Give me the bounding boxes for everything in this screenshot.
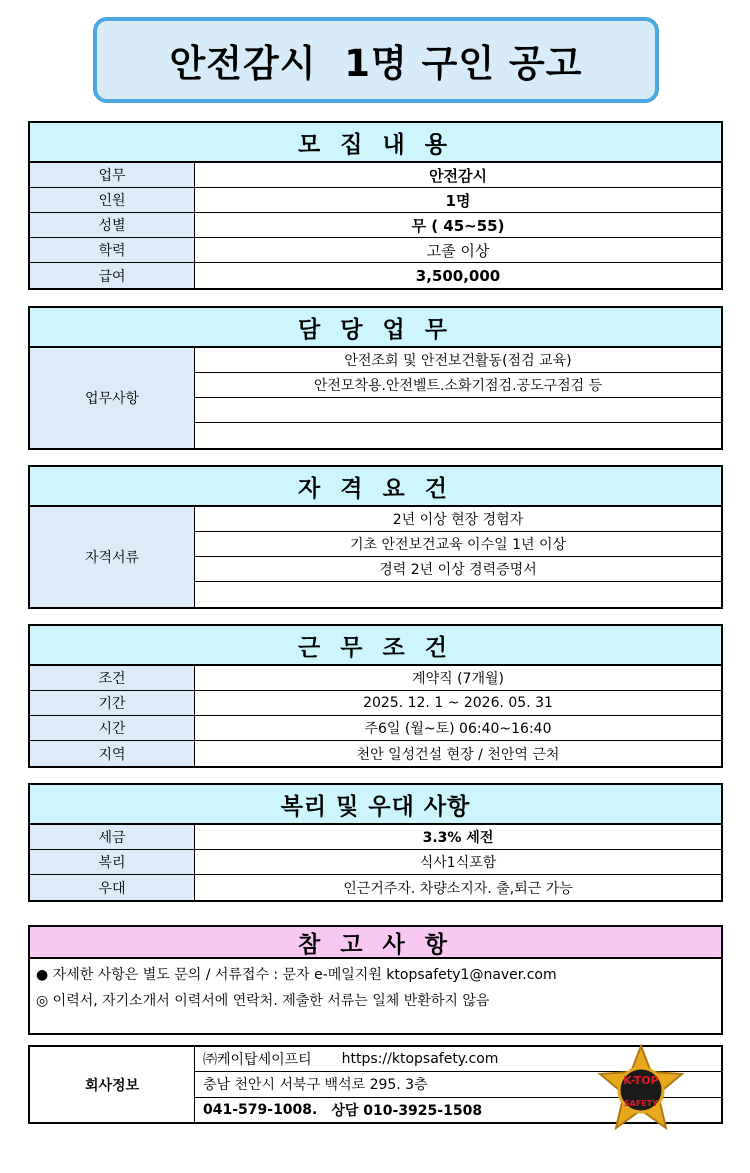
row-label: 복리 (30, 850, 195, 874)
table-row (30, 691, 721, 716)
duty-line: 안전조회 및 안전보건활동(점검 교육) (195, 348, 721, 373)
qualification-line: 경력 2년 이상 경력증명서 (195, 557, 721, 582)
qualification-heading: 자 격 요 건 (30, 467, 721, 507)
table-row (30, 188, 721, 213)
row-value: 2025. 12. 1 ~ 2026. 05. 31 (363, 695, 553, 711)
logo-text-bottom: SAFETY (623, 1099, 659, 1108)
table-row (30, 875, 721, 900)
duty-line (195, 398, 721, 423)
company-label: 회사정보 (30, 1047, 195, 1122)
company-name: ㈜케이탑세이프티 (203, 1052, 312, 1069)
benefits-heading: 복리 및 우대 사항 (30, 785, 721, 825)
row-value: 식사1식포함 (419, 855, 497, 871)
row-label: 세금 (30, 825, 195, 849)
qualification-label: 자격서류 (30, 507, 195, 607)
company-logo-icon (596, 1044, 686, 1134)
notes-heading: 참 고 사 항 (30, 927, 721, 959)
company-address: 충남 천안시 서북구 백석로 295. 3층 (195, 1072, 721, 1097)
row-value: 3.3% 세전 (422, 830, 494, 846)
duties-label: 업무사항 (30, 348, 195, 448)
row-label: 지역 (30, 741, 195, 766)
row-value: 계약직 (7개월) (412, 671, 504, 687)
table-row (30, 716, 721, 741)
benefits-section (28, 783, 723, 902)
row-value: 천안 일성건설 현장 / 천안역 근처 (356, 746, 560, 763)
note-line: ◎ 이력서, 자기소개서 이력서에 연락처. 제출한 서류는 일체 반환하지 않음 (36, 993, 490, 1009)
table-row (30, 666, 721, 691)
conditions-section (28, 624, 723, 768)
conditions-heading: 근 무 조 건 (30, 626, 721, 666)
note-line: ● 자세한 사항은 별도 문의 / 서류접수 : 문자 e-메일지원 ktopsafety1@naver.com (36, 967, 557, 983)
row-label: 업무 (30, 163, 195, 187)
duties-heading: 담 당 업 무 (30, 308, 721, 348)
row-label: 성별 (30, 213, 195, 237)
row-value: 무 ( 45~55) (411, 216, 505, 235)
qualification-table (30, 507, 721, 607)
row-value: 인근거주자. 차량소지자. 출,퇴근 가능 (343, 880, 573, 897)
table-row (30, 850, 721, 875)
company-phone: 041-579-1008. (203, 1101, 318, 1118)
title-banner (93, 17, 659, 103)
qualification-line (195, 582, 721, 607)
table-row (30, 825, 721, 850)
table-row (30, 163, 721, 188)
duties-table (30, 348, 721, 448)
recruit-section (28, 121, 723, 290)
row-label: 우대 (30, 875, 195, 900)
row-label: 기간 (30, 691, 195, 715)
logo-text-top: K-TOP (623, 1074, 659, 1087)
page-title: 안전감시 1명 구인 공고 (169, 42, 583, 85)
qualification-line: 기초 안전보건교육 이수일 1년 이상 (195, 532, 721, 557)
company-url[interactable]: https://ktopsafety.com (341, 1051, 499, 1068)
table-row (30, 238, 721, 263)
duties-section (28, 306, 723, 450)
row-label: 인원 (30, 188, 195, 212)
row-label: 조건 (30, 666, 195, 690)
recruit-heading: 모 집 내 용 (30, 123, 721, 163)
table-row (30, 263, 721, 288)
row-label: 학력 (30, 238, 195, 262)
row-label: 급여 (30, 263, 195, 288)
row-value: 고졸 이상 (426, 241, 490, 260)
duty-line (195, 423, 721, 448)
row-value: 안전감시 (429, 166, 487, 185)
row-label: 시간 (30, 716, 195, 740)
table-row (30, 213, 721, 238)
table-row (30, 741, 721, 766)
row-value: 1명 (445, 191, 471, 210)
qualification-section (28, 465, 723, 609)
row-value: 3,500,000 (415, 266, 501, 285)
qualification-line: 2년 이상 현장 경험자 (195, 507, 721, 532)
notes-section (28, 925, 723, 1035)
company-consult: 상담 010-3925-1508 (331, 1102, 483, 1119)
row-value: 주6일 (월~토) 06:40~16:40 (364, 721, 552, 737)
duty-line: 안전모착용.안전벨트.소화기점검.공도구점검 등 (195, 373, 721, 398)
